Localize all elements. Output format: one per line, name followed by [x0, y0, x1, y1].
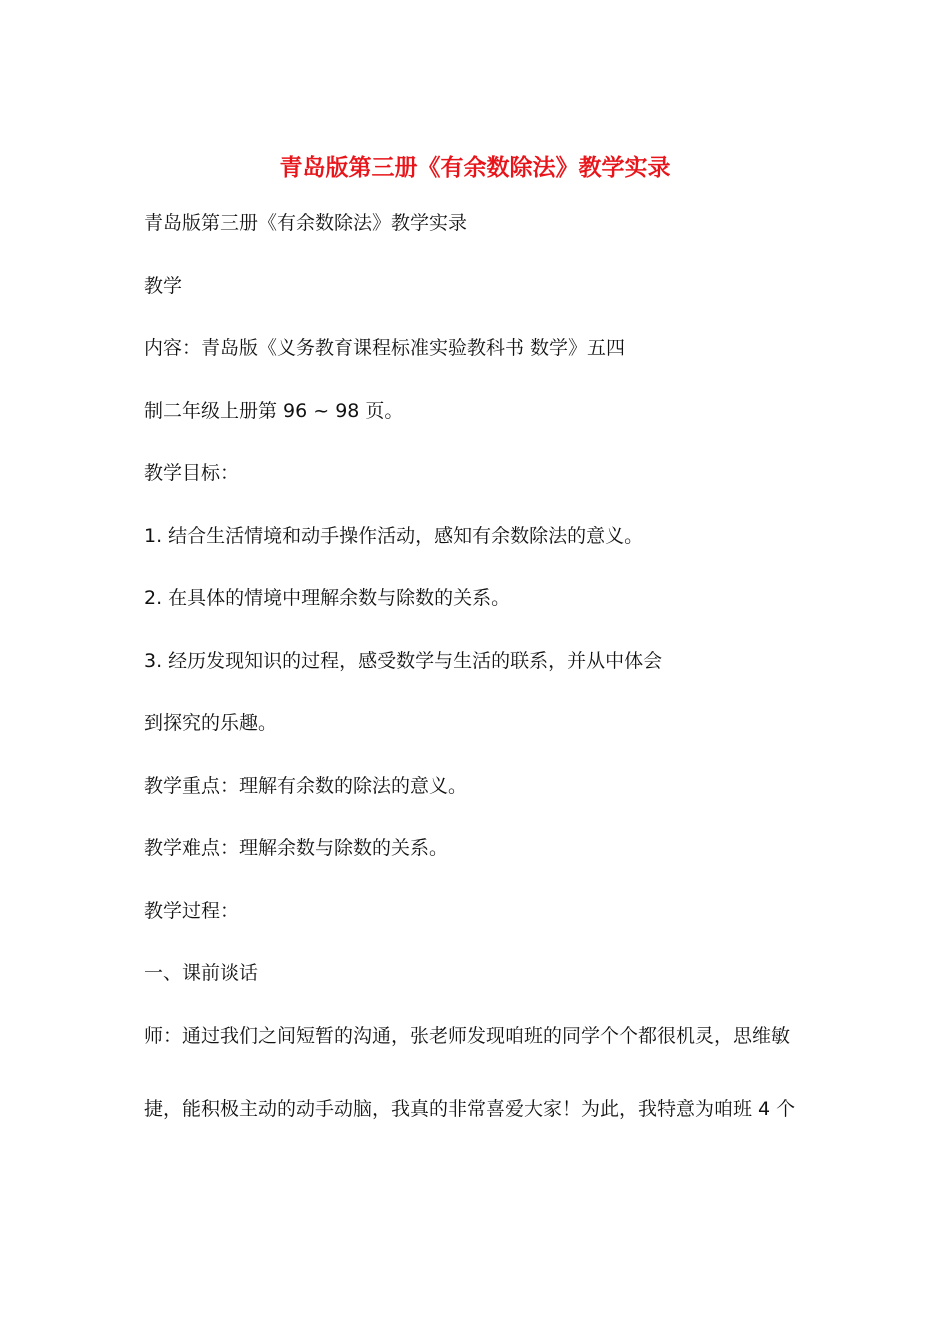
paragraph-objectives-heading: 教学目标： [144, 462, 240, 484]
paragraph-objective-3: 3. 经历发现知识的过程，感受数学与生活的联系，并从中体会 [144, 650, 663, 672]
paragraph-subtitle: 青岛版第三册《有余数除法》教学实录 [144, 212, 468, 234]
paragraph-section-1: 一、课前谈话 [144, 962, 259, 984]
paragraph-content-continued: 制二年级上册第 96 ~ 98 页。 [144, 400, 404, 422]
paragraph-teaching: 教学 [144, 275, 183, 297]
paragraph-content: 内容：青岛版《义务教育课程标准实验教科书 数学》五四 [144, 337, 626, 359]
paragraph-process-heading: 教学过程： [144, 900, 240, 922]
paragraph-objective-3-continued: 到探究的乐趣。 [144, 712, 278, 734]
paragraph-objective-2: 2. 在具体的情境中理解余数与除数的关系。 [144, 587, 511, 609]
paragraph-difficulty: 教学难点：理解余数与除数的关系。 [144, 837, 449, 859]
paragraph-objective-1: 1. 结合生活情境和动手操作活动，感知有余数除法的意义。 [144, 525, 644, 547]
paragraph-key-point: 教学重点：理解有余数的除法的意义。 [144, 775, 468, 797]
paragraph-teacher-speech-continued: 捷，能积极主动的动手动脑，我真的非常喜爱大家！为此，我特意为咱班 4 个 [144, 1098, 796, 1120]
document-title: 青岛版第三册《有余数除法》教学实录 [279, 155, 671, 181]
paragraph-teacher-speech: 师：通过我们之间短暂的沟通，张老师发现咱班的同学个个都很机灵，思维敏 [144, 1025, 791, 1047]
